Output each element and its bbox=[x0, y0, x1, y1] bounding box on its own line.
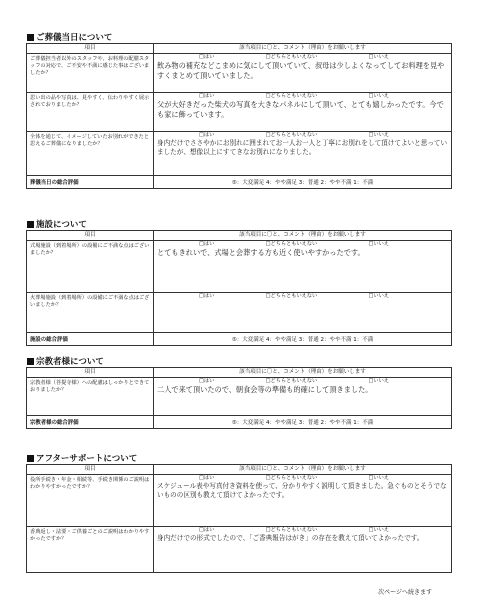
table-facility bbox=[26, 230, 452, 346]
handwritten-comment[interactable]: 身内だけでの形式でしたので、「ご香典報告はがき」の存在を教えて頂いてよかったです。 bbox=[157, 534, 424, 542]
options-row: □はい □どちらともいえない □いいえ bbox=[199, 93, 389, 99]
options-row: □はい □どちらともいえない □いいえ bbox=[199, 241, 389, 247]
col-header-comment: 該当項目に〇と、コメント（理由）をお願いします bbox=[154, 368, 452, 378]
options-row: □はい □どちらともいえない □いいえ bbox=[199, 475, 389, 481]
eval-scale[interactable]: ⑤：大変満足 4：やや満足 3：普通 2：やや不満 1：不満 bbox=[154, 333, 452, 346]
answer-cell bbox=[154, 241, 452, 293]
table-aftersupport bbox=[26, 464, 452, 573]
handwritten-comment[interactable]: 二人で来て頂いたので、朝食会等の準備も的確にして頂きました。 bbox=[157, 385, 373, 394]
col-header-comment: 該当項目に〇と、コメント（理由）をお願いします bbox=[154, 231, 452, 241]
handwritten-comment[interactable]: 身内だけでささやかにお別れに囲まれてお一人お一人と丁寧にお別れをして頂けてよいと思っていましたが、想像以上にすてきなお別れになりました。 bbox=[157, 139, 448, 156]
col-header-item: 項目 bbox=[27, 368, 154, 378]
answer-cell bbox=[154, 132, 452, 176]
eval-scale[interactable]: ⑤：大変満足 4：やや満足 3：普通 2：やや不満 1：不満 bbox=[154, 416, 452, 429]
options-row: □はい □どちらともいえない □いいえ bbox=[199, 527, 389, 533]
answer-cell bbox=[154, 527, 452, 573]
col-header-item: 項目 bbox=[27, 465, 154, 475]
eval-label: 施設の総合評価 bbox=[27, 333, 154, 346]
answer-cell bbox=[154, 378, 452, 416]
answer-cell bbox=[154, 93, 452, 132]
table-religious bbox=[26, 367, 452, 429]
section-title-funeral-day: ご葬儀当日について bbox=[27, 31, 112, 43]
col-header-item: 項目 bbox=[27, 44, 154, 54]
options-row: □はい □どちらともいえない □いいえ bbox=[199, 378, 389, 384]
col-header-comment: 該当項目に〇と、コメント（理由）をお願いします bbox=[154, 465, 452, 475]
question-procedures: 役所手続き・年金・相続等、手続き関係のご説明はわかりやすかったですか？ bbox=[27, 475, 154, 527]
question-crematorium: 火葬場施設（到着場所）の設備にご不満な点はございましたか？ bbox=[27, 293, 154, 333]
col-header-comment: 該当項目に〇と、コメント（理由）をお願いします bbox=[154, 44, 452, 54]
question-ceremony-hall: 式場施設（到着場所）の設備にご不満な点はございましたか？ bbox=[27, 241, 154, 293]
question-staff: ご葬儀担当者以外のスタッフや、お料理の配膳スタッフの対応で、ご不安や不満に感じた事はございましたか？ bbox=[27, 54, 154, 93]
section-title-religious: 宗教者様について bbox=[27, 355, 104, 367]
answer-cell bbox=[154, 475, 452, 527]
eval-label: 葬儀当日の総合評価 bbox=[27, 176, 154, 189]
eval-label: 宗教者様の総合評価 bbox=[27, 416, 154, 429]
answer-cell bbox=[154, 293, 452, 333]
handwritten-comment[interactable]: スケジュール表や写真付き資料を使って、分かりやすく説明して頂きました。急ぐものとそうでないものの区別も教えて頂けてよかったです。 bbox=[157, 482, 447, 499]
handwritten-comment[interactable]: 父が大好きだった柴犬の写真を大きなパネルにして頂いて、とても嬉しかったです。今でも家に飾っています。 bbox=[157, 100, 444, 119]
options-row: □はい □どちらともいえない □いいえ bbox=[199, 293, 389, 299]
section-title-aftersupport: アフターサポートについて bbox=[27, 452, 137, 464]
handwritten-comment[interactable]: とてもきれいで、式場と会葬する方も近く使いやすかったです。 bbox=[157, 248, 365, 257]
options-row: □はい □どちらともいえない □いいえ bbox=[199, 54, 389, 60]
handwritten-comment[interactable]: 飲み物の補充などこまめに気にして頂いていて、叔母は少しよくなってしてお料理を見やすくまとめて頂いていました。 bbox=[157, 61, 445, 80]
question-memorial-services: 香典返し・法要・ご供養ごとのご説明はわかりやすかったですか？ bbox=[27, 527, 154, 573]
question-overall: 全体を通じて、イメージしていたお別れができたと思えるご葬儀になりましたか？ bbox=[27, 132, 154, 176]
question-memorial-items: 思い出の品や写真は、見やすく、伝わりやすく展示されておりましたか？ bbox=[27, 93, 154, 132]
options-row: □はい □どちらともいえない □いいえ bbox=[199, 132, 389, 138]
eval-scale[interactable]: ⑤：大変満足 4：やや満足 3：普通 2：やや不満 1：不満 bbox=[154, 176, 452, 189]
answer-cell bbox=[154, 54, 452, 93]
section-title-facility: 施設について bbox=[27, 218, 87, 230]
table-funeral-day bbox=[26, 43, 452, 189]
question-temple: 宗教者様（菩提寺様）への配慮はしっかりとできておりましたか？ bbox=[27, 378, 154, 416]
col-header-item: 項目 bbox=[27, 231, 154, 241]
continued-note: 次ページへ続きます bbox=[378, 589, 432, 596]
